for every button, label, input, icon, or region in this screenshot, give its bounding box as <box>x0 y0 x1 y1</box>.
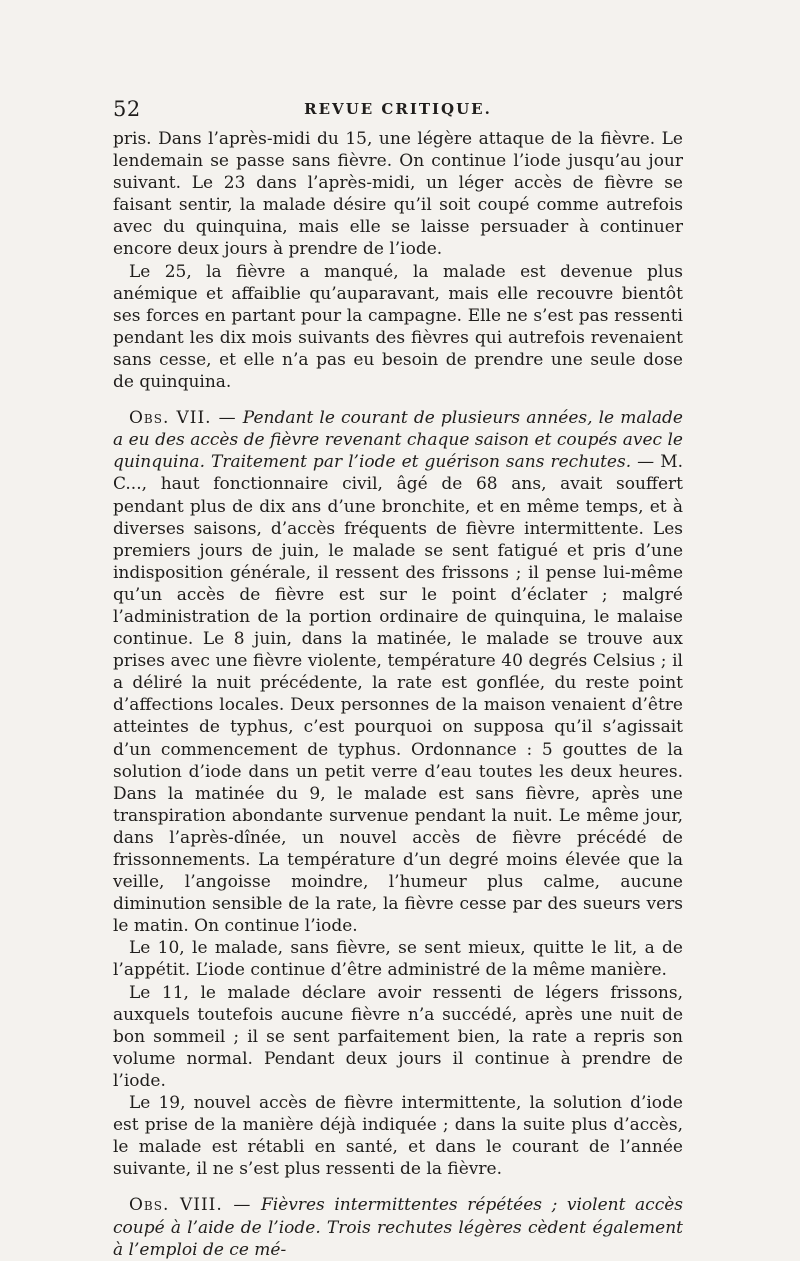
paragraph-le-25: Le 25, la fièvre a manqué, la malade est devenue plus anémique et affaiblie qu’auparavant, mais elle recouvre bientôt ses forces en partant pour la campagne. Elle ne s’est pas ressenti pendant les dix mois suivants des fièvres qui autrefois revenaient sans cesse, et elle n’a pas eu besoin de prendre une seule dose de quinquina. <box>113 261 683 393</box>
page-header <box>113 97 683 121</box>
observation-vii-title: Pendant le courant de plusieurs années, le malade a eu des accès de fièvre revenant chaque saison et coupés avec le quinquina. Traitement par l’iode et guérison sans rechutes. — <box>113 408 683 473</box>
paragraph-le-19: Le 19, nouvel accès de fièvre intermittente, la solution d’iode est prise de la manière déjà indiquée ; dans la suite plus d’accès, le malade est rétabli en santé, et dans le courant de l’année suivante, il ne s’est plus ressenti de la fièvre. <box>113 1093 683 1180</box>
page-number: 52 <box>113 97 141 121</box>
observation-vii <box>113 407 683 937</box>
observation-viii-title: Fièvres intermittentes répétées ; violent accès coupé à l’aide de l’iode. Trois rechutes légères cèdent également à l’emploi de ce mé- <box>113 1195 683 1260</box>
observation-vii-text: M. C..., haut fonctionnaire civil, âgé de 68 ans, avait souffert pendant plus de dix ans d’une bronchite, et en même temps, et à diverses saisons, d’accès fréquents de fièvre intermittente. Les premiers jours de juin, le malade se sent fatigué et pris d’une indisposition générale, il ressent des frissons ; il pense lui-même qu’un accès de fièvre est sur le point d’éclater ; malgré l’administration de la portion ordinaire de quinquina, le malaise continue. Le 8 juin, dans la matinée, le malade se trouve aux prises avec une fièvre violente, température 40 degrés Celsius ; il a déliré la nuit précédente, la rate est gonflée, du reste point d’affections locales. Deux personnes de la maison venaient d’être atteintes de typhus, c’est pourquoi on supposa qu’il s’agissait d’un commencement de typhus. Ordonnance : 5 gouttes de la solution d’iode dans un petit verre d’eau toutes les deux heures. Dans la matinée du 9, le malade est sans fièvre, après une transpiration abondante survenue pendant la nuit. Le même jour, dans l’après-dînée, un nouvel accès de fièvre précédé de frissonnements. La température d’un degré moins élevée que la veille, l’angoisse moindre, l’humeur plus calme, aucune diminution sensible de la rate, la fièvre cesse par des sueurs vers le matin. On continue l’iode. <box>113 452 684 937</box>
observation-vii-label: Obs. VII. — <box>129 408 237 429</box>
paragraph-le-11: Le 11, le malade déclare avoir ressenti de légers frissons, auxquels toutefois aucune fièvre n’a succédé, après une nuit de bon sommeil ; il se sent parfaitement bien, la rate a repris son volume normal. Pendant deux jours il continue à prendre de l’iode. <box>113 982 683 1091</box>
paragraph-continuation: pris. Dans l’après-midi du 15, une légère attaque de la fièvre. Le lendemain se passe sans fièvre. On continue l’iode jusqu’au jour suivant. Le 23 dans l’après-midi, un léger accès de fièvre se faisant sentir, la malade désire qu’il soit coupé comme autrefois avec du quinquina, mais elle se laisse persuader à continuer encore deux jours à prendre de l’iode. <box>113 129 683 260</box>
observation-viii-label: Obs. VIII. — <box>129 1195 252 1216</box>
observation-viii <box>113 1194 683 1260</box>
running-title: REVUE CRITIQUE. <box>304 100 492 118</box>
paragraph-le-10: Le 10, le malade, sans fièvre, se sent mieux, quitte le lit, a de l’appétit. L’iode continue d’être administré de la même manière. <box>113 938 683 981</box>
body-text <box>113 128 683 1261</box>
